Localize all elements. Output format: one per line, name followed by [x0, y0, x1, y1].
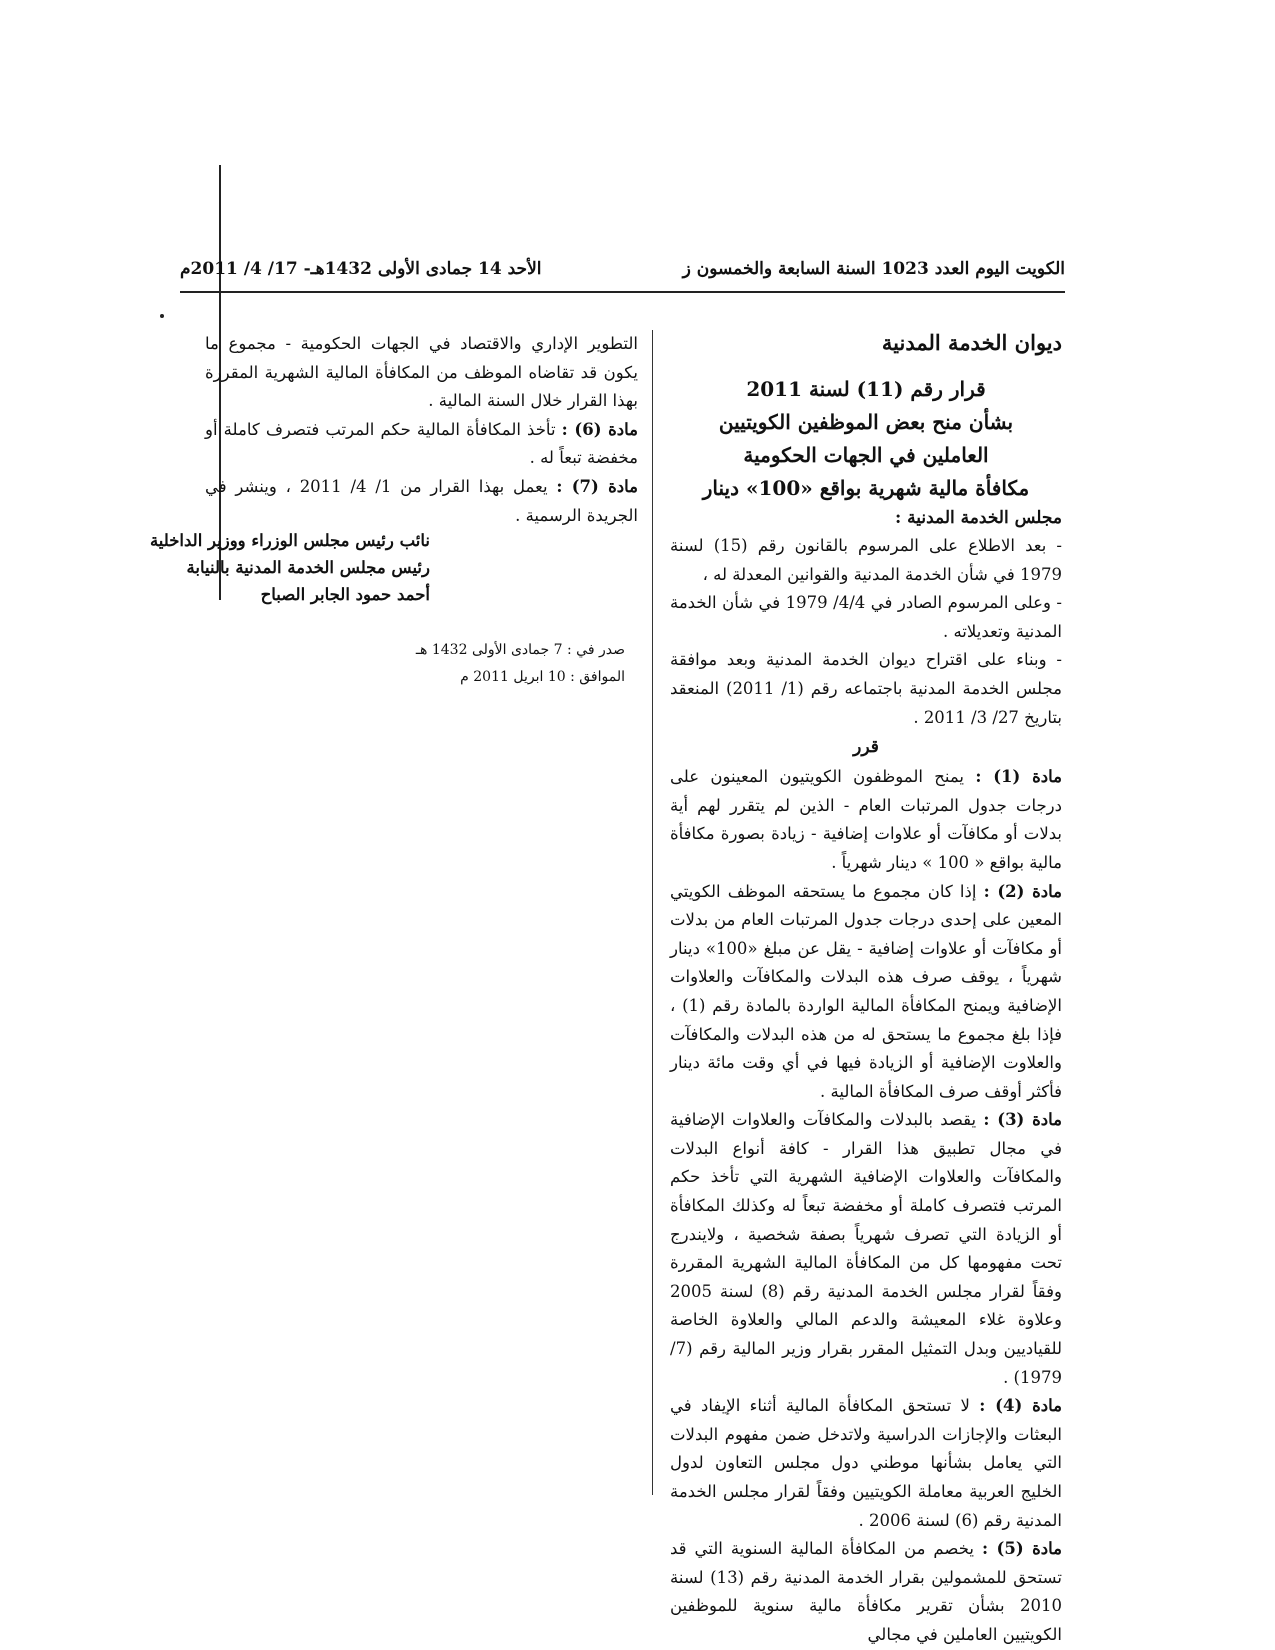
issued-gregorian: الموافق : 10 ابريل 2011 م	[460, 669, 625, 685]
article-label: مادة (7) :	[556, 476, 638, 496]
signature-line: رئيس مجلس الخدمة المدنية بالنيابة	[186, 558, 430, 577]
article-label: مادة (2) :	[983, 881, 1062, 901]
issued-hijri: صدر في : 7 جمادى الأولى 1432 هـ	[415, 642, 625, 658]
article	[670, 763, 1062, 877]
preamble-item: - بعد الاطلاع على المرسوم بالقانون رقم (15) لسنة 1979 في شأن الخدمة المدنية والقوانين المعدلة له ،	[670, 536, 1062, 584]
header-issue-info: الكويت اليوم العدد 1023 السنة السابعة والخمسون ز	[682, 259, 1065, 279]
decree-title	[670, 375, 1062, 503]
article	[670, 1535, 1062, 1649]
decided-heading: قرر	[853, 737, 879, 758]
header-rule	[180, 291, 1065, 293]
article-label: مادة (4) :	[979, 1396, 1062, 1416]
article-continuation: التطوير الإداري والاقتصاد في الجهات الحكومية - مجموع ما يكون قد تقاضاه الموظف من المكافأة المالية الشهرية المقررة بهذا القرار خلال السنة المالية .	[205, 334, 638, 411]
department-title: ديوان الخدمة المدنية	[881, 330, 1062, 355]
article-label: مادة (1) :	[975, 767, 1062, 787]
column-separator	[652, 330, 653, 1495]
article	[670, 1106, 1062, 1392]
article	[205, 473, 638, 530]
article-text: يمنح الموظفون الكويتيون المعينون على درجات جدول المرتبات العام - الذين لم يتقرر لهم أية بدلات أو مكافآت أو علاوات إضافية - زيادة بصورة مكافأة مالية بواقع « 100 » دينار شهرياً .	[670, 767, 1062, 872]
article-text: يقصد بالبدلات والمكافآت والعلاوات الإضافية في مجال تطبيق هذا القرار - كافة أنواع البدلات والمكافآت والعلاوات الإضافية الشهرية التي تأخذ حكم المرتب فتصرف كاملة أو مخفضة تبعاً له وكذلك المكافأة أو الزيادة التي تصرف شهرياً بصفة شخصية ، ولايندرج تحت مفهومها كل من المكافأة المالية الشهرية المقررة وفقاً لقرار مجلس الخدمة المدنية رقم (8) لسنة 2005 وعلاوة غلاء المعيشة والدعم المالي والعلاوة الخاصة للقياديين وبدل التمثيل المقرر بقرار وزير المالية رقم (7/ 1979) .	[670, 1110, 1063, 1387]
article-text: إذا كان مجموع ما يستحقه الموظف الكويتي المعين على إحدى درجات جدول المرتبات العام من بدلات أو مكافآت أو علاوات إضافية - يقل عن مبلغ «100» دينار شهرياً ، يوقف صرف هذه البدلات والمكافآت والعلاوات الإضافية ويمنح المكافأة المالية الواردة بالمادة رقم (1) ، فإذا بلغ مجموع ما يستحق له من هذه البدلات والمكافآت والعلاوت الإضافية أو الزيادة فيها في أي وقت مائة دينار فأكثر أوقف صرف المكافأة المالية .	[670, 881, 1062, 1101]
issue-date-block	[385, 637, 625, 691]
article-label: مادة (5) :	[981, 1539, 1062, 1559]
signature-name: أحمد حمود الجابر الصباح	[260, 585, 430, 604]
decree-title-line: قرار رقم (11) لسنة 2011	[746, 377, 986, 401]
article-label: مادة (6) :	[561, 419, 638, 439]
article-text: لا تستحق المكافأة المالية أثناء الإيفاد في البعثات والإجازات الدراسية ولاتدخل ضمن مفهوم البدلات التي يعامل بشأنها موطني دول مجلس التعاون لدول الخليج العربية معاملة الكويتيين وفقاً لقرار مجلس الخدمة المدنية رقم (6) لسنة 2006 .	[670, 1396, 1062, 1530]
header-date: الأحد 14 جمادى الأولى 1432هـ- 17/ 4/ 2011م	[180, 259, 542, 279]
left-column	[205, 330, 638, 530]
article	[205, 416, 638, 473]
article-text: يعمل بهذا القرار من 1/ 4/ 2011 ، وينشر في الجريدة الرسمية .	[205, 476, 638, 525]
article	[670, 878, 1062, 1107]
article-text: يخصم من المكافأة المالية السنوية التي قد تستحق للمشمولين بقرار الخدمة المدنية رقم (13) لسنة 2010 بشأن تقرير مكافأة مالية سنوية للموظفين الكويتيين العاملين في مجالي	[670, 1539, 1062, 1644]
right-column	[670, 330, 1062, 1650]
preamble-item: - وبناء على اقتراح ديوان الخدمة المدنية وبعد موافقة مجلس الخدمة المدنية باجتماعه رقم (1/ 2011) المنعقد بتاريخ 27/ 3/ 2011 .	[670, 650, 1062, 727]
signature-line: نائب رئيس مجلس الوزراء ووزير الداخلية	[149, 531, 430, 550]
signature-block	[149, 527, 430, 608]
decree-title-line: العاملين في الجهات الحكومية	[743, 443, 989, 467]
preamble-item: - وعلى المرسوم الصادر في 4/4/ 1979 في شأن الخدمة المدنية وتعديلاته .	[670, 593, 1062, 641]
decree-title-line: بشأن منح بعض الموظفين الكويتيين	[718, 410, 1014, 434]
page-header	[180, 255, 1065, 285]
article	[670, 1392, 1062, 1535]
article-label: مادة (3) :	[983, 1110, 1062, 1130]
scan-mark	[160, 314, 164, 318]
council-heading: مجلس الخدمة المدنية :	[894, 508, 1062, 528]
article-text: تأخذ المكافأة المالية حكم المرتب فتصرف كاملة أو مخفضة تبعاً له .	[205, 419, 638, 468]
decree-title-line: مكافأة مالية شهرية بواقع «100» دينار	[702, 476, 1030, 500]
